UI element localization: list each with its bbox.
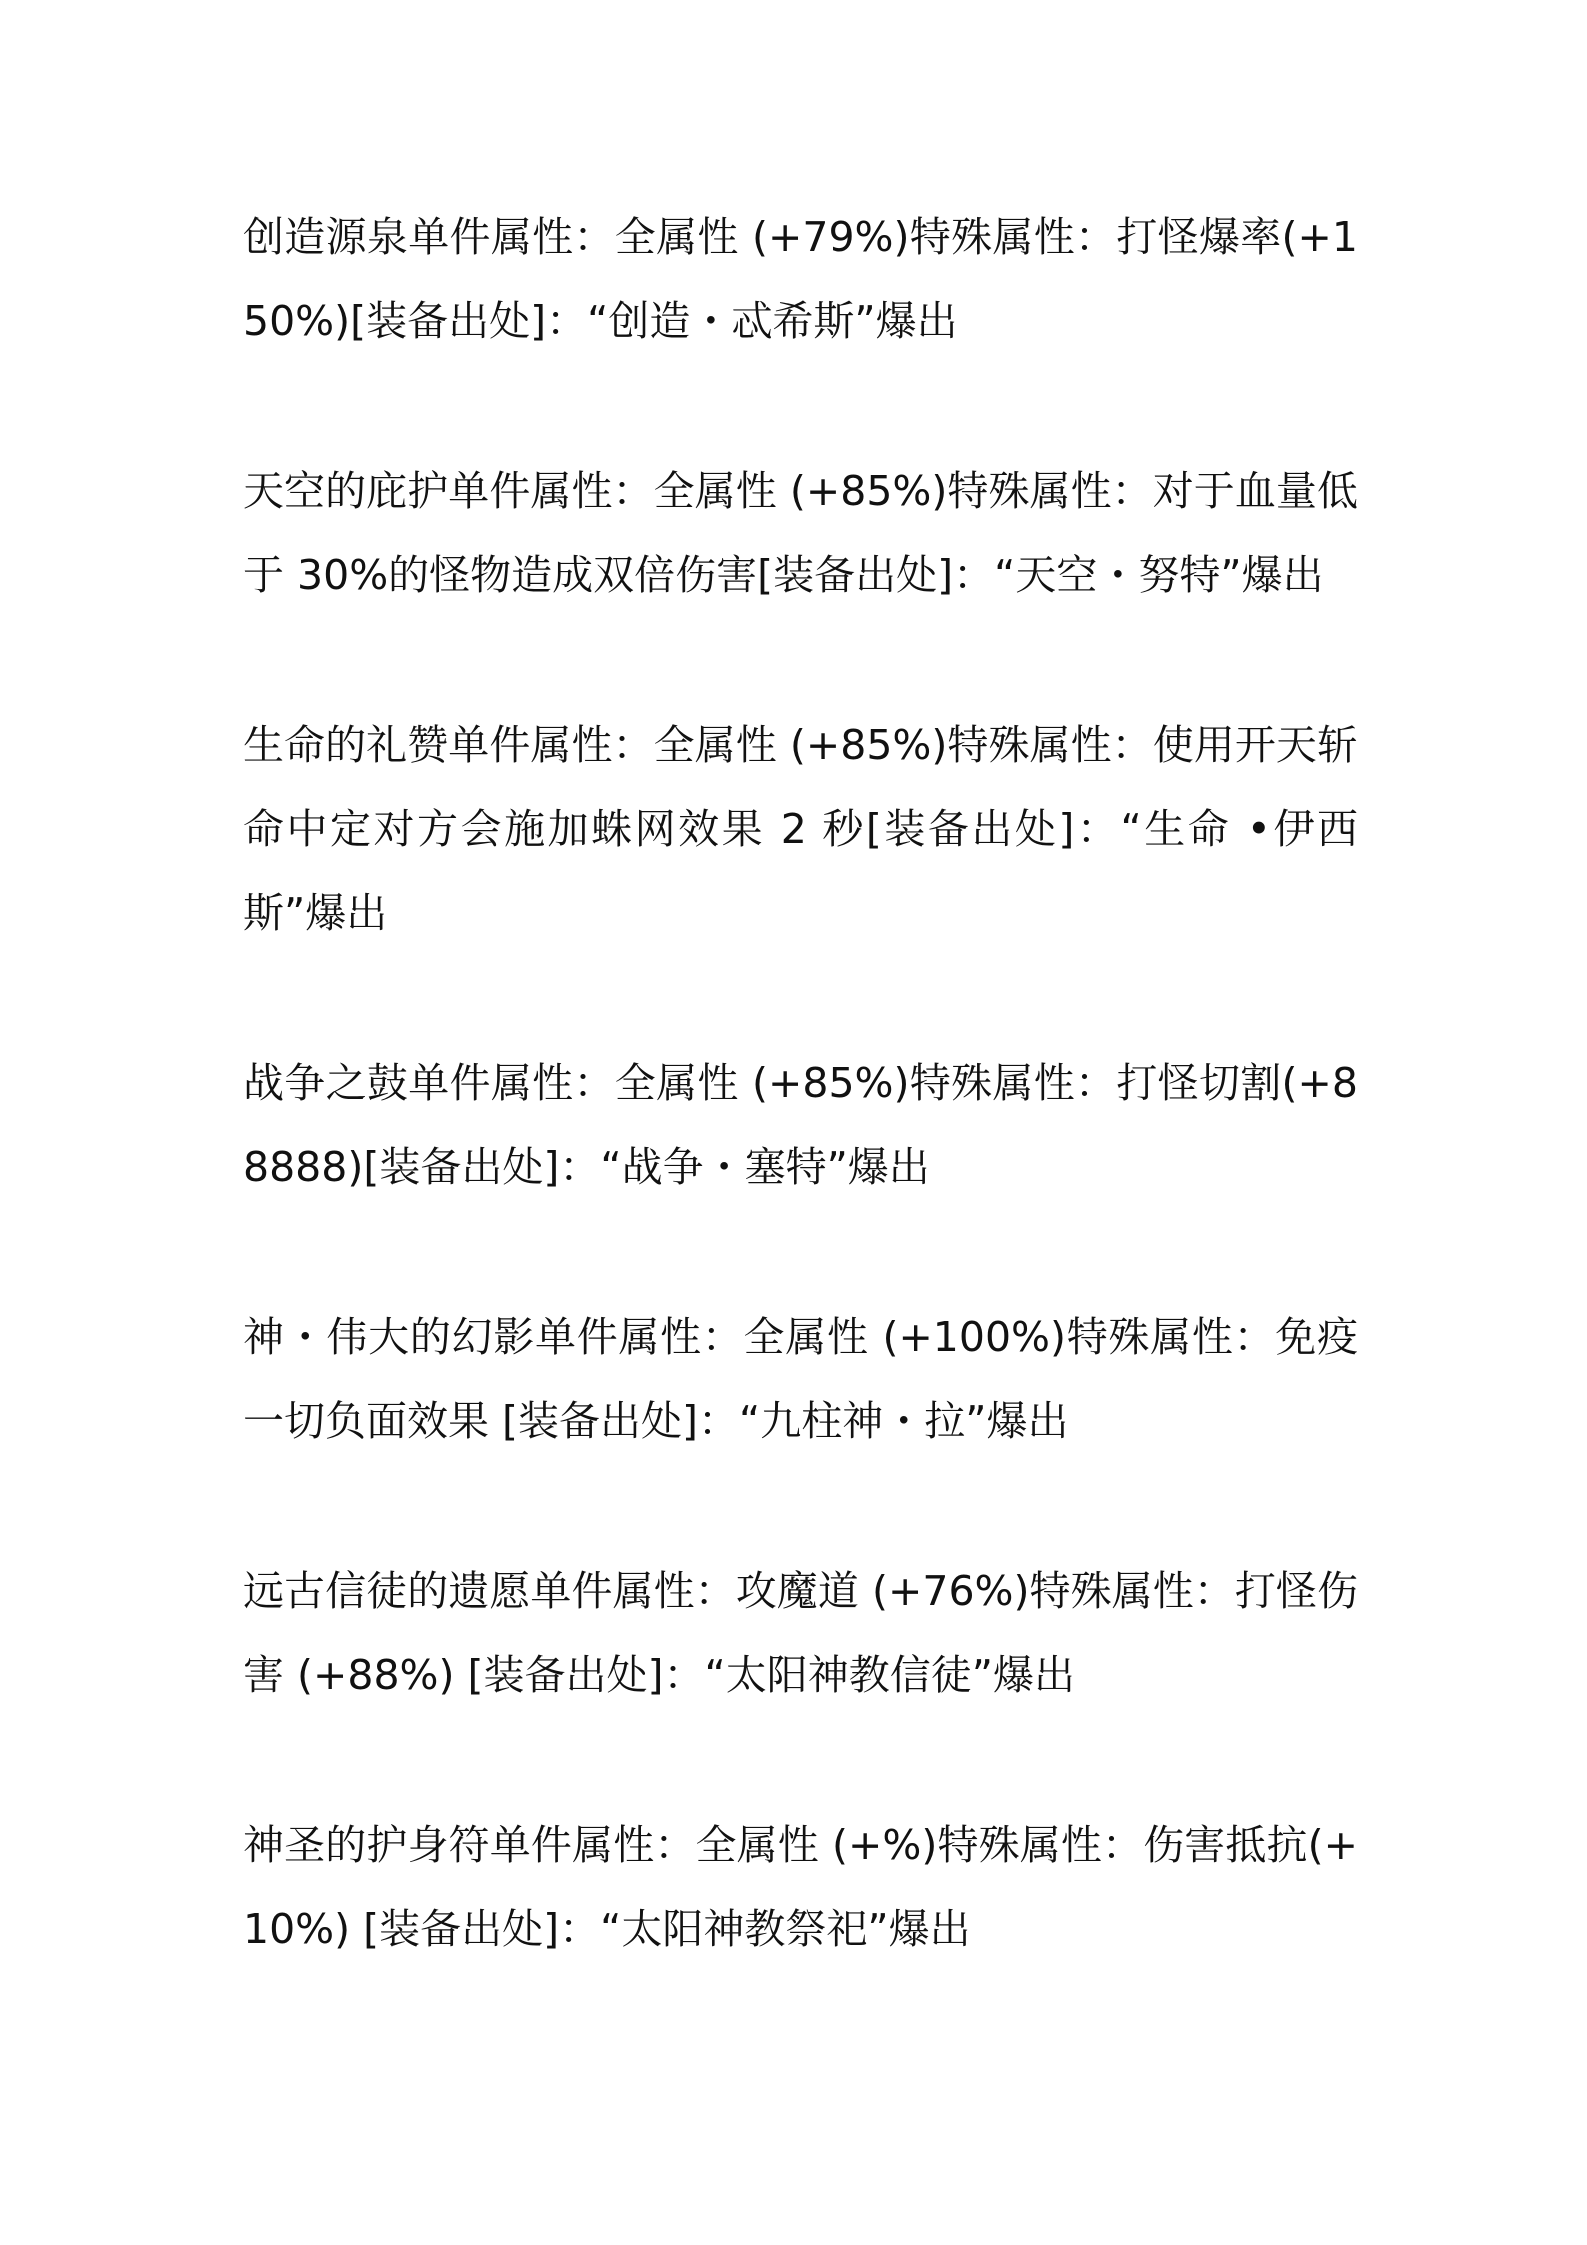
item-paragraph-creation-source: 创造源泉单件属性：全属性 (+79%)特殊属性：打怪爆率(+150%)[装备出处]：“创造・忒希斯”爆出 xyxy=(243,213,1358,345)
item-paragraph-holy-amulet: 神圣的护身符单件属性：全属性 (+%)特殊属性：伤害抵抗(+10%) [装备出处]：“太阳神教祭祀”爆出 xyxy=(243,1821,1358,1953)
document-body xyxy=(243,195,1358,2057)
item-paragraph-life-praise: 生命的礼赞单件属性：全属性 (+85%)特殊属性：使用开天斩命中定对方会施加蛛网效果 2 秒[装备出处]：“生命 •伊西斯”爆出 xyxy=(243,721,1358,937)
item-paragraph-ancient-believer: 远古信徒的遗愿单件属性：攻魔道 (+76%)特殊属性：打怪伤害 (+88%) [装备出处]：“太阳神教信徒”爆出 xyxy=(243,1567,1358,1699)
item-paragraph-war-drum: 战争之鼓单件属性：全属性 (+85%)特殊属性：打怪切割(+88888)[装备出处]：“战争・塞特”爆出 xyxy=(243,1059,1358,1191)
item-paragraph-great-phantom: 神・伟大的幻影单件属性：全属性 (+100%)特殊属性：免疫一切负面效果 [装备出处]：“九柱神・拉”爆出 xyxy=(243,1313,1358,1445)
item-paragraph-sky-protection: 天空的庇护单件属性：全属性 (+85%)特殊属性：对于血量低于 30%的怪物造成双倍伤害[装备出处]：“天空・努特”爆出 xyxy=(243,467,1358,599)
